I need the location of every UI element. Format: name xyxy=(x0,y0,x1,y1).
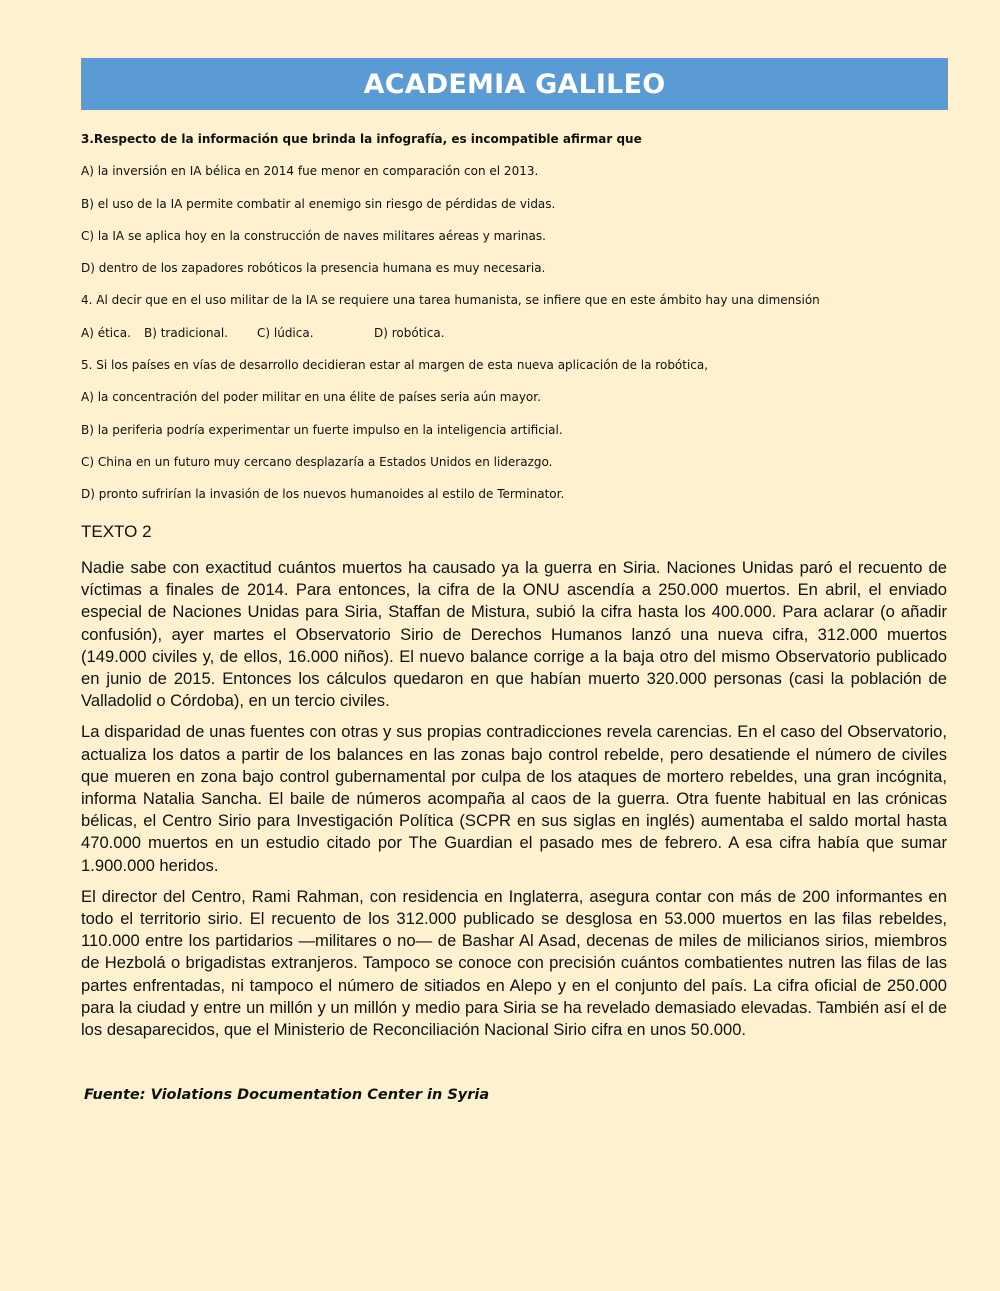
question-4-option-b: B) tradicional. xyxy=(144,325,229,340)
question-5-option-d: D) pronto sufrirían la invasión de los nuevos humanoides al estilo de Terminator. xyxy=(81,487,565,502)
question-4-option-a: A) ética. xyxy=(81,325,131,340)
header-banner xyxy=(81,58,948,110)
question-3-option-a: A) la inversión en IA bélica en 2014 fue menor en comparación con el 2013. xyxy=(81,164,539,179)
source-citation: Fuente: Violations Documentation Center in Syria xyxy=(84,1087,490,1103)
section-title: TEXTO 2 xyxy=(81,522,152,541)
paragraph-3: El director del Centro, Rami Rahman, con residencia en Inglaterra, asegura contar con más de 200 informantes en todo el territorio sirio. El recuento de los 312.000 publicado se desglosa en 53.000 muertos en las filas rebeldes, 110.000 entre los partidarios —militares o no— de Bashar Al Asad, decenas de miles de milicianos sirios, miembros de Hezbolá o brigadistas extranjeros. Tampoco se conoce con precisión cuántos combatientes nutren las filas de las partes enfrentadas, ni tampoco el número de sitiados en Alepo y en el conjunto del país. La cifra oficial de 250.000 para la ciudad y entre un millón y un millón y medio para Siria se ha revelado demasiado elevadas. También así el de los desaparecidos, que el Ministerio de Reconciliación Nacional Sirio cifra en unos 50.000. xyxy=(81,886,947,1040)
question-5-option-b: B) la periferia podría experimentar un fuerte impulso en la inteligencia artificial. xyxy=(81,422,563,437)
questions-section xyxy=(81,132,948,520)
question-4-options xyxy=(81,326,948,341)
question-5-stem: 5. Si los países en vías de desarrollo decidieran estar al margen de esta nueva aplicación de la robótica, xyxy=(81,358,709,373)
page-title: ACADEMIA GALILEO xyxy=(363,68,666,100)
question-5-option-a: A) la concentración del poder militar en una élite de países seria aún mayor. xyxy=(81,390,541,405)
question-4-option-d: D) robótica. xyxy=(374,325,445,340)
question-4-stem: 4. Al decir que en el uso militar de la IA se requiere una tarea humanista, se infiere que en este ámbito hay una dimensión xyxy=(81,293,820,308)
question-5-option-c: C) China en un futuro muy cercano desplazaría a Estados Unidos en liderazgo. xyxy=(81,454,553,469)
article-body xyxy=(81,557,947,1050)
question-3-option-b: B) el uso de la IA permite combatir al enemigo sin riesgo de pérdidas de vidas. xyxy=(81,196,556,211)
paragraph-2: La disparidad de unas fuentes con otras y sus propias contradicciones revela carencias. En el caso del Observatorio, actualiza los datos a partir de los balances en las zonas bajo control rebelde, pero desatiende el número de civiles que mueren en zona bajo control gubernamental por culpa de los ataques de mortero rebeldes, una gran incógnita, informa Natalia Sancha. El baile de números acompaña al caos de la guerra. Otra fuente habitual en las crónicas bélicas, el Centro Sirio para Investigación Política (SCPR en sus siglas en inglés) aumentaba el saldo mortal hasta 470.000 muertos en un estudio citado por The Guardian el pasado mes de febrero. A esa cifra había que sumar 1.900.000 heridos. xyxy=(81,722,947,875)
question-3-stem: 3.Respecto de la información que brinda la infografía, es incompatible afirmar que xyxy=(81,132,642,146)
question-3-option-d: D) dentro de los zapadores robóticos la presencia humana es muy necesaria. xyxy=(81,261,546,276)
question-3-option-c: C) la IA se aplica hoy en la construcción de naves militares aéreas y marinas. xyxy=(81,228,546,243)
question-4-option-c: C) lúdica. xyxy=(257,325,314,340)
paragraph-1: Nadie sabe con exactitud cuántos muertos ha causado ya la guerra en Siria. Naciones Unidas paró el recuento de víctimas a finales de 2014. Para entonces, la cifra de la ONU ascendía a 250.000 muertos. En abril, el enviado especial de Naciones Unidas para Siria, Staffan de Mistura, subió la cifra hasta los 400.000. Para aclarar (o añadir confusión), ayer martes el Observatorio Sirio de Derechos Humanos lanzó una nueva cifra, 312.000 muertos (149.000 civiles y, de ellos, 16.000 niños). El nuevo balance corrige a la baja otro del mismo Observatorio publicado en junio de 2015. Entonces los cálculos quedaron en que habían muerto 320.000 personas (casi la población de Valladolid o Córdoba), en un tercio civiles. xyxy=(81,558,947,711)
